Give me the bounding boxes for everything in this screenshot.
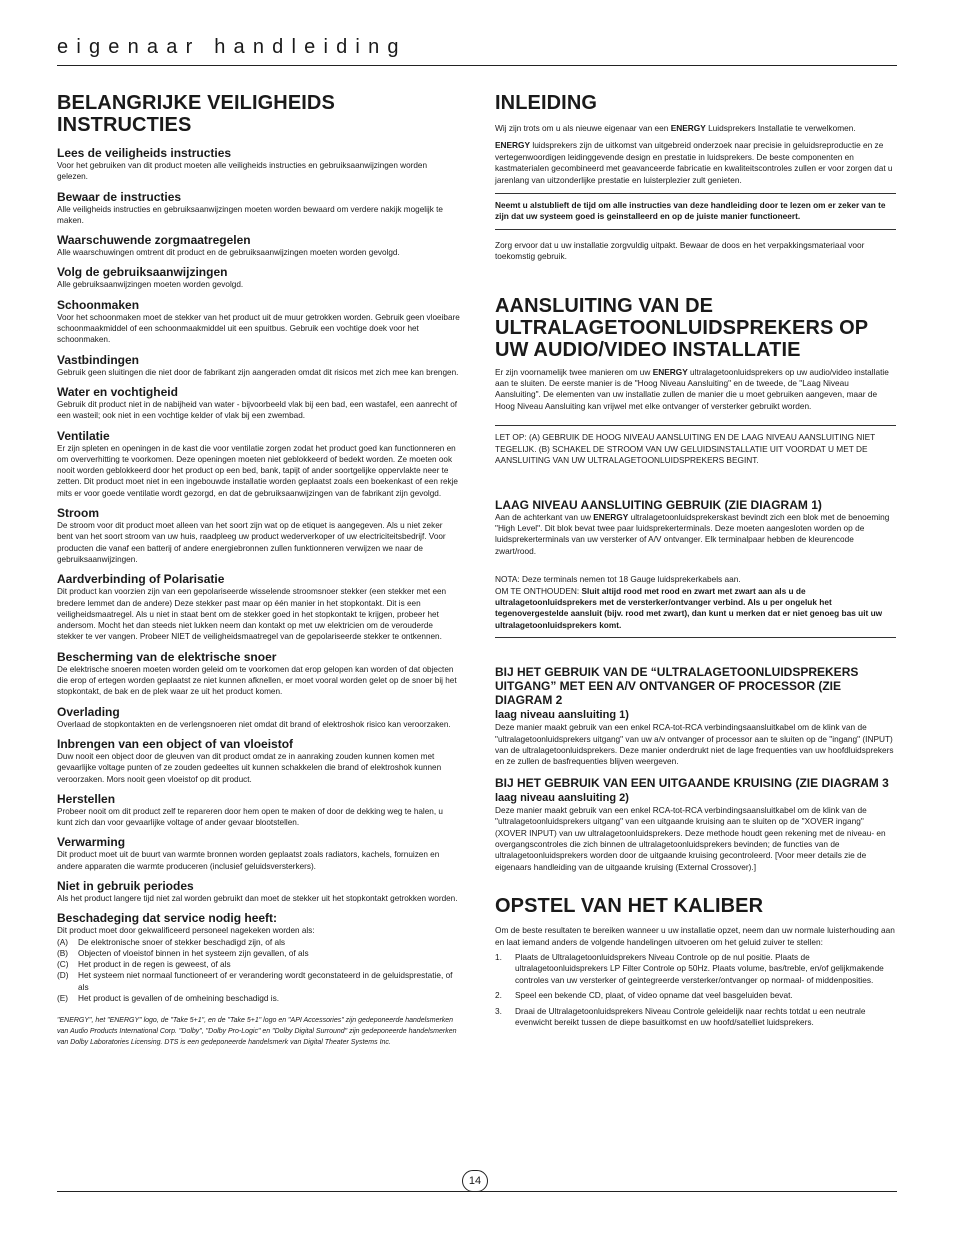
safety-section <box>57 385 460 422</box>
connection-warning-text: LET OP: (A) GEBRUIK DE HOOG NIVEAU AANSLUITING EN DE LAAG NIVEAU AANSLUITING NIET TEGELIJK. (B) SCHAKEL DE STROOM VAN UW GELUIDSINSTALLATIE UIT VOORDAT U MET DE AANSLUITING VAN UW ULTRALAGETOONLUIDSPREKERS BEGINT. <box>495 432 876 466</box>
safety-section <box>57 233 460 258</box>
calibration-title: OPSTEL VAN HET KALIBER <box>495 895 764 918</box>
page-number: 14 <box>462 1170 488 1192</box>
conn-p1-text-2: ultralagetoonluidsprekers op uw audio/video installatie aan te sluiten. De eerste manier is de "Hoog Niveau Aansluiting" en de tweede, de "Laag Niveau Aansluiting". De elementen van uw installatie zullen de manier die u moet gebruiken aangeven, maar de Hoog Niveau Aansluiting kan vrijwel met elke ontvanger of versterker gebruikt worden. <box>495 366 889 411</box>
output-heading-text: BIJ HET GEBRUIK VAN DE “ULTRALAGETOONLUIDSPREKERS UITGANG” MET EEN A/V ONTVANGER OF PROCESSOR (ZIE DIAGRAM 2 <box>495 665 859 708</box>
intro-notice-text: Neemt u alstublieft de tijd om alle instructies van deze handleiding door te lezen om er zeker van te zijn dat uw systeem goed is geinstalleerd en op de juiste manier functioneert. <box>495 200 886 222</box>
crossover-heading-text: BIJ HET GEBRUIK VAN EEN UITGAANDE KRUISING (ZIE DIAGRAM 3 <box>495 775 889 790</box>
safety-section-body: Alle waarschuwingen omtrent dit product en de gebruiksaanwijzingen moeten worden gevolgd. <box>57 248 400 258</box>
header-title: eigenaar handleiding <box>57 36 407 58</box>
safety-section-body: Gebruik dit product niet in de nabijheid van water - bijvoorbeeld vlak bij een bad, een wastafel, een aanrecht of een wasteil; ook niet in een vochtige kelder of vlak bij een zwembad. <box>57 399 458 421</box>
safety-section-body: Voor het schoonmaken moet de stekker van het product uit de muur getrokken worden. Gebruik geen vloeibare schoonmaakmiddel of een schoonmaakmiddel uit een spuitbus. Gebruik een vochtige doek voor het schoonmaken. <box>57 312 460 345</box>
connection-paragraph <box>495 367 896 413</box>
brand-name: ENERGY <box>593 511 629 522</box>
intro-paragraph-2 <box>495 140 896 186</box>
brand-name: ENERGY <box>652 366 688 377</box>
safety-section <box>57 429 460 499</box>
intro-p2-text: luidsprekers zijn de uitkomst van uitgebreid onderzoek naar precisie in geluidsreproductie en ze vertegenwoordigen leidinggevende design en prestatie in luidsprekers. De beste componenten en kastmaterialen gecombineerd met geavanceerde fabricatie en kwaliteitscontroles zullen er voor zorgen dat u jarenlang van uitzonderlijke prestatie en luisterplezier zult genieten. <box>495 140 893 185</box>
safety-title: BELANGRIJKE VEILIGHEIDS INSTRUCTIES <box>57 92 335 136</box>
right-column <box>495 92 896 1032</box>
safety-section-body: De elektrische snoeren moeten worden geleid om te voorkomen dat erop gelopen kan worden of dat objecten die erop of ertegen worden geplaatst ze niet kunnen afknellen, er moet vooral worden gelet op de snoer bij het stopkontakt, de bak en de plek waar ze uit het product komen. <box>57 664 457 697</box>
low-level-paragraph <box>495 512 896 558</box>
safety-section <box>57 792 460 829</box>
safety-section-heading: Schoonmaken <box>57 297 140 312</box>
output-heading <box>495 665 896 722</box>
connection-title: AANSLUITING VAN DE ULTRALAGETOONLUIDSPREKERS OP UW AUDIO/VIDEO INSTALLATIE <box>495 294 868 361</box>
safety-section-heading: Volg de gebruiksaanwijzingen <box>57 265 228 280</box>
safety-section <box>57 572 460 642</box>
damage-item-text: Het product in de regen is geweest, of als <box>78 959 231 970</box>
intro-p1-text-2: Luidsprekers Installatie te verwelkomen. <box>705 123 856 133</box>
note-line-2 <box>495 586 896 632</box>
crossover-paragraph: Deze manier maakt gebruik van een enkel RCA-tot-RCA verbindingsaansluitkabel om de klink van de "ultralagetoonluidsprekers uitgang" van een uitgaande kruising aan te sluiten op de "XOVER ingang" (XOVER INPUT) van uw ultralagetoonluidsprekers. Deze methode houdt geen rekening met de niveau- en overgangscontroles die zich binnen de ultralagetoonluidsprekers bevinden; de functies van de ultralagetoonluidsprekers worden door de uitgaande kruising gecontroleerd. [Voor meer details zie de eigenaars handleiding van de uitgaande kruising (External Crossover).] <box>495 804 886 872</box>
damage-heading: Beschadeging dat service nodig heeft: <box>57 911 278 926</box>
safety-section-body: Duw nooit een object door de gleuven van dit product omdat ze in aanraking zouden kunnen komen met gevaarlijke voltage punten of ze zouden gedeeltes uit kunnen schakkelen die brand of elektroshok kunnen veroorzaken. Mors nooit geen vloeistof op dit product. <box>57 751 442 784</box>
damage-intro: Dit product moet door gekwalificeerd personeel nagekeken worden als: <box>57 926 315 936</box>
brand-name: ENERGY <box>495 140 531 151</box>
damage-item-label: (D) <box>57 970 69 981</box>
brand-name: ENERGY <box>670 123 706 133</box>
damage-item <box>57 948 460 959</box>
safety-section <box>57 265 460 290</box>
safety-section-heading: Ventilatie <box>57 428 110 443</box>
note-box <box>495 574 896 638</box>
damage-item <box>57 970 460 993</box>
note-text: Sluit altijd rood met rood en zwart met zwart aan als u de ultralagetoonluidsprekers met de versterker/ontvanger verbind. Als u per ongeluk het tegenovergestelde aansluit (bijv. rood met zwart), dan kunt u merken dat er niet genoeg bas uit uw ultralagetoonluidsprekers komt. <box>495 585 883 630</box>
damage-list <box>57 937 460 1005</box>
calibration-step-text: Draai de Ultralagetoonluidsprekers Niveau Controle geleidelijk naar rechts totdat u een neutrale evenwicht bereikt tussen de diepe basuitkomst en uw hoofd/satelliet luidsprekers. <box>515 1005 866 1028</box>
safety-section-heading: Verwarming <box>57 835 126 850</box>
low-level-heading: LAAG NIVEAU AANSLUITING GEBRUIK (ZIE DIAGRAM 1) <box>495 497 822 512</box>
safety-section-heading: Water en vochtigheid <box>57 384 178 399</box>
damage-item <box>57 993 460 1004</box>
safety-section-heading: Herstellen <box>57 791 116 806</box>
trademark-footnote: "ENERGY", het "ENERGY" logo, de "Take 5+1", en de "Take 5+1" logo en "API Accessories" zijn gedeponeerde handelsmerken van Audio Products International Corp. "Dolby", "Dolby Pro-Logic" en "Dolby Digital Surround" zijn gedeponeerde handelsmerken van Dolby Laboratories Licensing. DTS is een gedeponeerde handelsmerk van Digital Theater Systems Inc. <box>57 1017 457 1047</box>
calibration-step-text: Speel een bekende CD, plaat, of video opname dat veel basgeluiden bevat. <box>515 990 793 1001</box>
damage-item-label: (B) <box>57 947 69 958</box>
safety-section-body: Overlaad de stopkontakten en de verlengsnoeren niet omdat dit brand of elektroshok risico kan veroorzaken. <box>57 719 451 729</box>
output-paragraph: Deze manier maakt gebruik van een enkel RCA-tot-RCA verbindingsaansluitkabel om de klink van de "ultralagetoonluidsprekers uitgang" van uw a/v ontvanger of processor aan te sluiten op de "ingang" (INPUT) van de ultralagetoonluidsprekers. Deze manier onderdrukt niet de lage frequenties van uw hoofdluidsprekers en ze zullen de basfrequenties blijven weergeven. <box>495 722 894 767</box>
safety-section-body: Dit product moet uit de buurt van warmte bronnen worden geplaatst zoals radiators, kachels, fornuizen en andere apparaten die warmte produceren (inclusief geluidsversterkers). <box>57 850 440 871</box>
safety-section-heading: Aardverbinding of Polarisatie <box>57 572 225 587</box>
safety-section <box>57 737 460 785</box>
safety-section <box>57 190 460 227</box>
calibration-step-text: Plaats de Ultralagetoonluidsprekers Niveau Controle op de nul positie. Plaats de ultralagetoonluidsprekers LP Filter Controle op 50Hz. Plaats volume, bas/treble, en/of gelijkmakende controles van uw versterker of geintegreerde versterker/ontvanger op normaal- of middenposities. <box>515 952 884 985</box>
safety-section-body: Voor het gebruiken van dit product moeten alle veiligheids instructies en gebruiksaanwijzingen worden gelezen. <box>57 161 428 182</box>
safety-section-body: Er zijn spleten en openingen in de kast die voor ventilatie zorgen zodat het product goed kan functionneren en om oververhitting te voorkomen. Deze openingen moeten niet geblokkeerd of bedekt worden. Ze moeten ook nooit worden geblokkeerd door het product op een bed, bank, tapijt of ander soortgelijke oppervlakte neer te zetten. Dit product moet niet in een ingebouwde installatie worden geplaatst zoals een boekenkast of een rekje mits er voor goede ventilatie wordt gezorgd, en dat de gebruiksaanwijzingen van de fabrikant zijn gevolgd. <box>57 443 458 498</box>
low-p-text: Aan de achterkant van uw <box>495 511 594 522</box>
calibration-step <box>495 990 896 1001</box>
safety-section-heading: Bescherming van de elektrische snoer <box>57 649 277 664</box>
safety-section-heading: Bewaar de instructies <box>57 189 182 204</box>
calibration-step <box>495 1006 896 1029</box>
safety-section-body: Dit product kan voorzien zijn van een gepolariseerde wisselende stroomsnoer stekker (een stekker met een bredere lemmet dan de andere) Deze stekker past maar op één manier in het stopkontakt. Dit is een veiligheidsmaatregel. Als u niet in staat bent om de stekker goed in het stopkontakt te krijgen, probeer het andersom. Mocht het dan steeds niet lukken neem dan kontakt op met uw elektricien om de verouderde stekker te ver vangen. Probeer NIET de veiligheidsmaatregel van de gepolariseerde stekker te ontkennen. <box>57 587 447 642</box>
safety-section <box>57 298 460 346</box>
safety-section-heading: Waarschuwende zorgmaatregelen <box>57 233 251 248</box>
calibration-step-number: 1. <box>495 952 502 963</box>
damage-item-text: Het systeem niet normaal functioneert of er verandering wordt geconstateerd in de geluidsprestatie, of als <box>78 970 453 992</box>
damage-item-label: (C) <box>57 959 69 970</box>
safety-section-heading: Stroom <box>57 506 99 521</box>
note-label: OM TE ONTHOUDEN: <box>495 585 580 596</box>
damage-item-text: Objecten of vloeistof binnen in het systeem zijn gevallen, of als <box>78 947 309 958</box>
crossover-heading <box>495 776 896 805</box>
connection-warning-box <box>495 425 896 472</box>
safety-sections <box>57 146 460 904</box>
safety-section-heading: Lees de veiligheids instructies <box>57 146 232 160</box>
safety-section-body: De stroom voor dit product moet alleen van het soort zijn wat op de etiquet is aangegeven. Als u niet zeker bent van het soort stroom van uw huis, raadpleeg uw product wederverkoper of uw electriciteitsbedrijf. Voor producten die vanaf een batterij of andere energiebronnen zullen funktionneren verwijzen we naar de gebruiksaanwijzingen. <box>57 521 446 564</box>
intro-title: INLEIDING <box>495 92 598 114</box>
safety-section-body: Gebruik geen sluitingen die niet door de fabrikant zijn aangeraden omdat dit risicos met zich mee kan brengen. <box>57 367 459 377</box>
damage-item-text: Het product is gevallen of de omheining beschadigd is. <box>78 993 280 1004</box>
damage-item-text: De elektronische snoer of stekker beschadigd zijn, of als <box>78 936 286 947</box>
safety-section-heading: Niet in gebruik periodes <box>57 878 194 893</box>
damage-item <box>57 937 460 948</box>
damage-section <box>57 911 460 1004</box>
safety-section <box>57 650 460 698</box>
intro-notice-box <box>495 193 896 230</box>
left-column <box>57 92 460 1048</box>
intro-paragraph-1 <box>495 123 896 134</box>
safety-section <box>57 353 460 378</box>
safety-section-body: Probeer nooit om dit product zelf te repareren door hem open te maken of door de dekking weg te halen, u kunt zich dan voor gevaarlijke voltage of ander gevaar blootstellen. <box>57 806 443 828</box>
safety-section <box>57 879 460 904</box>
safety-section <box>57 835 460 872</box>
safety-section-heading: Inbrengen van een object of van vloeistof <box>57 736 294 751</box>
calibration-step-number: 2. <box>495 990 502 1001</box>
intro-paragraph-3: Zorg ervoor dat u uw installatie zorgvuldig uitpakt. Bewaar de doos en het verpakkingsmateriaal voor toekomstig gebruik. <box>495 239 865 262</box>
intro-p1-text: Wij zijn trots om u als nieuwe eigenaar van een <box>495 123 671 133</box>
damage-item-label: (A) <box>57 936 69 947</box>
output-heading-sub: laag niveau aansluiting 1) <box>495 709 629 722</box>
calibration-paragraph: Om de beste resultaten te bereiken wanneer u uw installatie opzet, neem dan uw normale luisterhouding aan en laat iemand anders de volgende handelingen uitvoeren om het geluid zuiver te stellen: <box>495 925 895 947</box>
calibration-step <box>495 952 896 986</box>
calibration-steps <box>495 952 896 1028</box>
safety-section-body: Als het product langere tijd niet zal worden gebruikt dan moet de stekker uit het stopkontakt getrokken worden. <box>57 893 458 903</box>
note-line-1: NOTA: Deze terminals nemen tot 18 Gauge luidsprekerkabels aan. <box>495 574 741 585</box>
safety-section <box>57 506 460 565</box>
low-p-text-2: ultralagetoonluidsprekerskast bevindt zich een blok met de benoeming "High Level". Dit blok bevat twee paar luidsprekerterminals. Deze moeten aangesloten worden op de luidsprekerterminals van uw versterker of A/V ontvanger. Elk terminalpaar hebben de kleurencode zwart/rood. <box>495 511 890 556</box>
safety-section-body: Alle veiligheids instructies en gebruiksaanwijzingen moeten worden bewaard om verdere nakijk mogelijk te maken. <box>57 204 443 225</box>
safety-section-heading: Overlading <box>57 704 120 719</box>
calibration-step-number: 3. <box>495 1005 502 1016</box>
damage-item <box>57 959 460 970</box>
conn-p1-text: Er zijn voornamelijk twee manieren om uw <box>495 366 653 377</box>
header-rule <box>57 65 897 66</box>
safety-section <box>57 705 460 730</box>
damage-item-label: (E) <box>57 993 69 1004</box>
safety-section-heading: Vastbindingen <box>57 352 140 367</box>
crossover-heading-sub: laag niveau aansluiting 2) <box>495 791 629 804</box>
safety-section <box>57 146 460 183</box>
safety-section-body: Alle gebruiksaanwijzingen moeten worden gevolgd. <box>57 280 244 290</box>
